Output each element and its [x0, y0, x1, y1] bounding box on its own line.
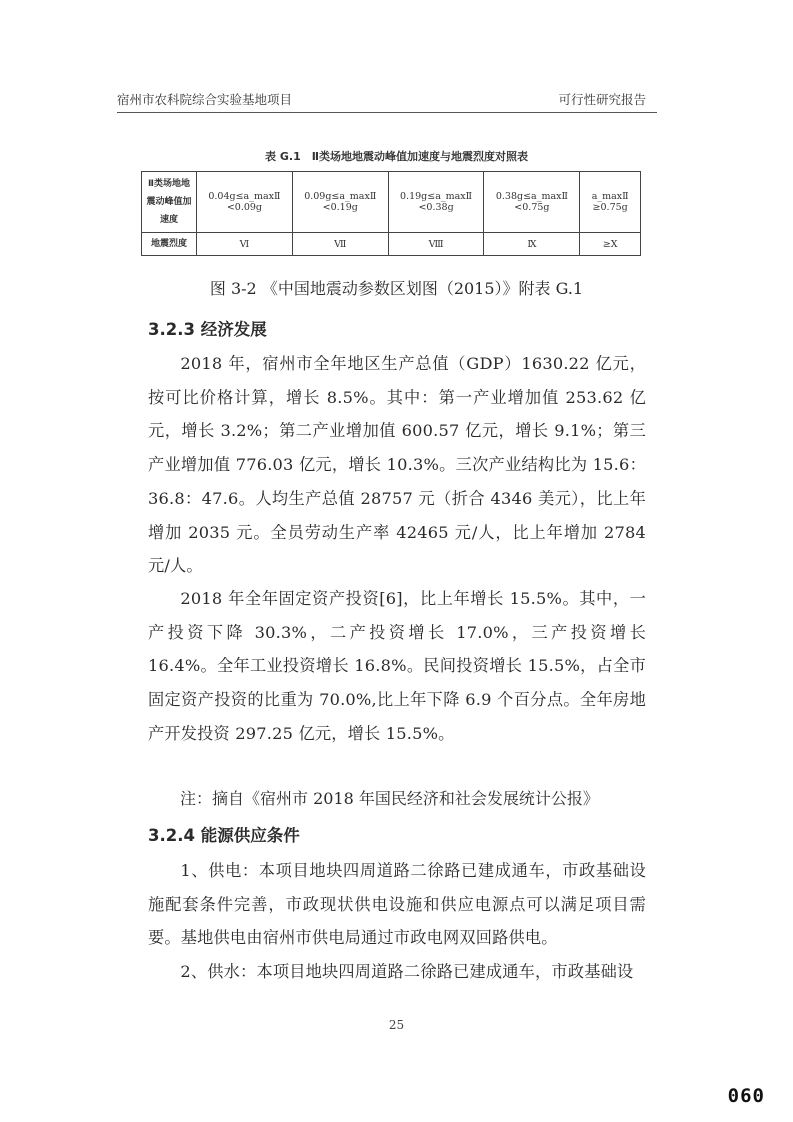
header-project-title: 宿州市农科院综合实验基地项目 [117, 92, 293, 107]
table-row [142, 172, 641, 233]
paragraph-power-supply: 1、供电：本项目地块四周道路二徐路已建成通车，市政基础设施配套条件完善，市政现状供电设施和供应电源点可以满足项目需要。基地供电由宿州市供电局通过市政电网双回路供电。 [148, 861, 646, 948]
paragraph-gdp: 2018 年，宿州市全年地区生产总值（GDP）1630.22 亿元，按可比价格计算，增长 8.5%。其中：第一产业增加值 253.62 亿元，增长 3.2%；第二产业增加值 600.57 亿元，增长 9.1%；第三产业增加值 776.03 亿元，增长 10.3%。三次产业结构比为 15.6：36.8：47.6。人均生产总值 28757 元（折合 4346 美元），比上年增加 2035 元。全员劳动生产率 42465 元/人，比上年增加 2784 元/人。 [148, 354, 646, 576]
paragraph-investment: 2018 年全年固定资产投资[6]，比上年增长 15.5%。其中，一产投资下降 30.3%，二产投资增长 17.0%，三产投资增长 16.4%。全年工业投资增长 16.8%。民间投资增长 15.5%，占全市固定资产投资的比重为 70.0%,比上年下降 6.9 个百分点。全年房地产开发投资 297.25 亿元，增长 15.5%。 [148, 589, 646, 743]
page-number: 25 [388, 1018, 405, 1032]
table-cell: 0.04g≤a_maxⅡ <0.09g [197, 172, 293, 233]
table-cell: 0.38g≤a_maxⅡ <0.75g [484, 172, 580, 233]
table-cell: 0.09g≤a_maxⅡ <0.19g [292, 172, 388, 233]
table-cell: 0.19g≤a_maxⅡ <0.38g [388, 172, 484, 233]
table-cell: ≥Ⅹ [580, 233, 641, 256]
table-row [142, 233, 641, 256]
paragraph-water-supply: 2、供水：本项目地块四周道路二徐路已建成通车，市政基础设 [180, 962, 634, 981]
table-caption: 表 G.1 Ⅱ类场地地震动峰值加速度与地震烈度对照表 [265, 150, 528, 163]
table-cell: Ⅸ [484, 233, 580, 256]
header-report-type: 可行性研究报告 [558, 92, 646, 107]
intensity-table [141, 171, 641, 256]
page-stamp: 060 [727, 1085, 765, 1107]
section-heading-economy: 3.2.3 经济发展 [148, 320, 267, 339]
source-note: 注：摘自《宿州市 2018 年国民经济和社会发展统计公报》 [180, 789, 599, 808]
section-heading-energy: 3.2.4 能源供应条件 [148, 826, 300, 845]
table-cell: Ⅵ [197, 233, 293, 256]
table-cell: a_maxⅡ ≥0.75g [580, 172, 641, 233]
table-cell: Ⅶ [292, 233, 388, 256]
row-header-intensity: 地震烈度 [142, 233, 197, 256]
header-divider [117, 112, 657, 113]
row-header-acceleration: Ⅱ类场地地震动峰值加速度 [142, 172, 197, 233]
table-cell: Ⅷ [388, 233, 484, 256]
figure-caption: 图 3-2 《中国地震动参数区划图（2015）》附表 G.1 [209, 279, 584, 298]
